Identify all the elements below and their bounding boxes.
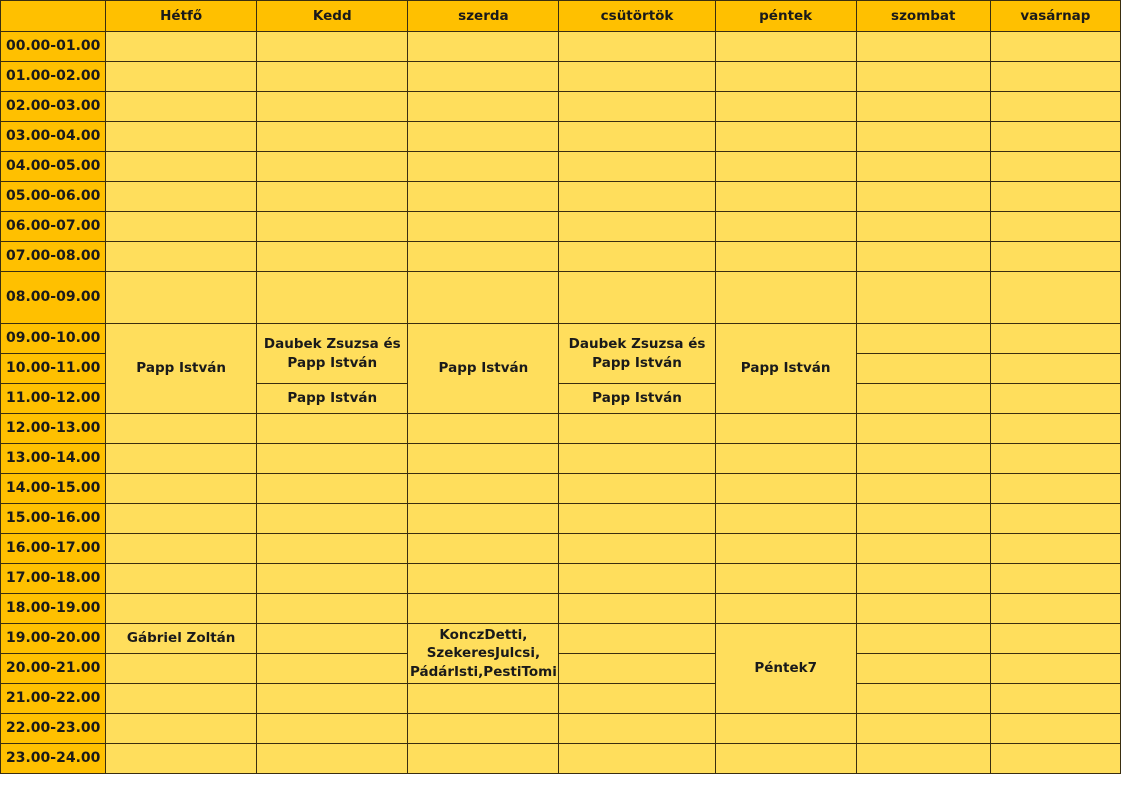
slot-cell xyxy=(856,414,990,444)
slot-cell xyxy=(257,594,408,624)
table-row xyxy=(1,122,1121,152)
slot-cell xyxy=(408,594,559,624)
time-slot-label: 12.00-13.00 xyxy=(1,414,106,444)
slot-cell xyxy=(990,122,1120,152)
corner-cell xyxy=(1,1,106,32)
slot-cell xyxy=(990,152,1120,182)
table-row xyxy=(1,324,1121,354)
slot-cell xyxy=(990,92,1120,122)
time-slot-label: 02.00-03.00 xyxy=(1,92,106,122)
header-row xyxy=(1,1,1121,32)
slot-cell xyxy=(856,654,990,684)
day-header-thursday: csütörtök xyxy=(559,1,715,32)
slot-cell xyxy=(106,242,257,272)
time-slot-label: 22.00-23.00 xyxy=(1,714,106,744)
slot-cell xyxy=(257,474,408,504)
slot-cell xyxy=(257,152,408,182)
slot-cell xyxy=(257,444,408,474)
slot-cell xyxy=(257,744,408,774)
slot-cell xyxy=(408,212,559,242)
day-header-saturday: szombat xyxy=(856,1,990,32)
event-cell-wednesday-morning: Papp István xyxy=(408,324,559,414)
slot-cell xyxy=(257,714,408,744)
slot-cell xyxy=(715,414,856,444)
table-row xyxy=(1,624,1121,654)
slot-cell xyxy=(257,242,408,272)
table-row xyxy=(1,414,1121,444)
slot-cell xyxy=(715,272,856,324)
slot-cell xyxy=(990,354,1120,384)
time-slot-label: 08.00-09.00 xyxy=(1,272,106,324)
slot-cell xyxy=(715,504,856,534)
time-slot-label: 00.00-01.00 xyxy=(1,32,106,62)
slot-cell xyxy=(559,744,715,774)
slot-cell xyxy=(990,654,1120,684)
time-slot-label: 15.00-16.00 xyxy=(1,504,106,534)
slot-cell xyxy=(559,212,715,242)
table-row xyxy=(1,32,1121,62)
event-cell-monday-morning: Papp István xyxy=(106,324,257,414)
slot-cell xyxy=(408,152,559,182)
time-slot-label: 04.00-05.00 xyxy=(1,152,106,182)
table-row xyxy=(1,152,1121,182)
slot-cell xyxy=(257,684,408,714)
slot-cell xyxy=(559,152,715,182)
slot-cell xyxy=(715,594,856,624)
table-row xyxy=(1,594,1121,624)
slot-cell xyxy=(990,212,1120,242)
slot-cell xyxy=(715,744,856,774)
time-slot-label: 16.00-17.00 xyxy=(1,534,106,564)
slot-cell xyxy=(990,564,1120,594)
slot-cell xyxy=(990,504,1120,534)
slot-cell xyxy=(990,182,1120,212)
slot-cell xyxy=(990,272,1120,324)
table-row xyxy=(1,242,1121,272)
slot-cell xyxy=(106,654,257,684)
slot-cell xyxy=(856,32,990,62)
slot-cell xyxy=(106,564,257,594)
time-slot-label: 13.00-14.00 xyxy=(1,444,106,474)
time-slot-label: 06.00-07.00 xyxy=(1,212,106,242)
slot-cell xyxy=(559,714,715,744)
slot-cell xyxy=(856,624,990,654)
slot-cell xyxy=(106,444,257,474)
slot-cell xyxy=(559,414,715,444)
slot-cell xyxy=(257,534,408,564)
slot-cell xyxy=(408,62,559,92)
slot-cell xyxy=(990,534,1120,564)
slot-cell xyxy=(856,122,990,152)
slot-cell xyxy=(257,654,408,684)
slot-cell xyxy=(408,32,559,62)
slot-cell xyxy=(715,62,856,92)
slot-cell xyxy=(257,92,408,122)
slot-cell xyxy=(990,444,1120,474)
table-row xyxy=(1,504,1121,534)
slot-cell xyxy=(856,62,990,92)
event-cell-friday-evening: Péntek7 xyxy=(715,624,856,714)
event-cell-tuesday-morning-shared: Daubek Zsuzsa és Papp István xyxy=(257,324,408,384)
slot-cell xyxy=(257,564,408,594)
table-row xyxy=(1,684,1121,714)
slot-cell xyxy=(715,92,856,122)
slot-cell xyxy=(106,504,257,534)
slot-cell xyxy=(856,152,990,182)
table-row xyxy=(1,714,1121,744)
slot-cell xyxy=(106,182,257,212)
slot-cell xyxy=(257,32,408,62)
slot-cell xyxy=(990,324,1120,354)
slot-cell xyxy=(106,474,257,504)
table-row xyxy=(1,654,1121,684)
event-cell-wednesday-evening: KonczDetti, SzekeresJulcsi, PádárIsti,PestiTomi xyxy=(408,624,559,684)
slot-cell xyxy=(856,272,990,324)
table-row xyxy=(1,272,1121,324)
slot-cell xyxy=(408,414,559,444)
slot-cell xyxy=(257,212,408,242)
slot-cell xyxy=(856,324,990,354)
slot-cell xyxy=(856,444,990,474)
slot-cell xyxy=(257,624,408,654)
slot-cell xyxy=(856,212,990,242)
time-slot-label: 14.00-15.00 xyxy=(1,474,106,504)
event-cell-thursday-morning-shared: Daubek Zsuzsa és Papp István xyxy=(559,324,715,384)
slot-cell xyxy=(408,564,559,594)
slot-cell xyxy=(408,504,559,534)
slot-cell xyxy=(559,594,715,624)
slot-cell xyxy=(856,242,990,272)
slot-cell xyxy=(559,534,715,564)
slot-cell xyxy=(106,534,257,564)
slot-cell xyxy=(715,212,856,242)
slot-cell xyxy=(856,534,990,564)
slot-cell xyxy=(257,272,408,324)
slot-cell xyxy=(559,684,715,714)
slot-cell xyxy=(715,714,856,744)
time-slot-label: 19.00-20.00 xyxy=(1,624,106,654)
slot-cell xyxy=(559,272,715,324)
slot-cell xyxy=(715,32,856,62)
event-cell-monday-evening: Gábriel Zoltán xyxy=(106,624,257,654)
slot-cell xyxy=(408,684,559,714)
time-slot-label: 11.00-12.00 xyxy=(1,384,106,414)
slot-cell xyxy=(106,92,257,122)
slot-cell xyxy=(715,564,856,594)
slot-cell xyxy=(559,62,715,92)
slot-cell xyxy=(257,414,408,444)
table-row xyxy=(1,92,1121,122)
slot-cell xyxy=(408,474,559,504)
slot-cell xyxy=(856,182,990,212)
slot-cell xyxy=(106,32,257,62)
slot-cell xyxy=(408,122,559,152)
slot-cell xyxy=(257,122,408,152)
table-row xyxy=(1,444,1121,474)
table-row xyxy=(1,182,1121,212)
table-row xyxy=(1,534,1121,564)
day-header-tuesday: Kedd xyxy=(257,1,408,32)
slot-cell xyxy=(559,624,715,654)
time-slot-label: 07.00-08.00 xyxy=(1,242,106,272)
slot-cell xyxy=(408,744,559,774)
event-cell-thursday-late-morning: Papp István xyxy=(559,384,715,414)
slot-cell xyxy=(106,122,257,152)
slot-cell xyxy=(856,684,990,714)
slot-cell xyxy=(990,32,1120,62)
slot-cell xyxy=(715,242,856,272)
slot-cell xyxy=(106,594,257,624)
slot-cell xyxy=(715,152,856,182)
table-row xyxy=(1,62,1121,92)
slot-cell xyxy=(106,152,257,182)
slot-cell xyxy=(106,62,257,92)
table-row xyxy=(1,212,1121,242)
time-slot-label: 17.00-18.00 xyxy=(1,564,106,594)
slot-cell xyxy=(990,474,1120,504)
slot-cell xyxy=(106,714,257,744)
slot-cell xyxy=(856,92,990,122)
slot-cell xyxy=(990,744,1120,774)
day-header-sunday: vasárnap xyxy=(990,1,1120,32)
slot-cell xyxy=(990,684,1120,714)
slot-cell xyxy=(715,534,856,564)
time-slot-label: 18.00-19.00 xyxy=(1,594,106,624)
slot-cell xyxy=(990,714,1120,744)
slot-cell xyxy=(559,182,715,212)
slot-cell xyxy=(559,474,715,504)
slot-cell xyxy=(559,504,715,534)
slot-cell xyxy=(408,714,559,744)
slot-cell xyxy=(856,504,990,534)
slot-cell xyxy=(408,182,559,212)
slot-cell xyxy=(106,212,257,242)
slot-cell xyxy=(715,444,856,474)
slot-cell xyxy=(990,384,1120,414)
slot-cell xyxy=(990,594,1120,624)
slot-cell xyxy=(856,714,990,744)
slot-cell xyxy=(856,744,990,774)
event-cell-friday-morning: Papp István xyxy=(715,324,856,414)
slot-cell xyxy=(257,504,408,534)
slot-cell xyxy=(990,242,1120,272)
slot-cell xyxy=(856,474,990,504)
slot-cell xyxy=(559,92,715,122)
slot-cell xyxy=(257,62,408,92)
time-slot-label: 23.00-24.00 xyxy=(1,744,106,774)
slot-cell xyxy=(856,594,990,624)
slot-cell xyxy=(990,62,1120,92)
slot-cell xyxy=(856,384,990,414)
slot-cell xyxy=(559,32,715,62)
slot-cell xyxy=(408,534,559,564)
slot-cell xyxy=(559,242,715,272)
slot-cell xyxy=(408,444,559,474)
slot-cell xyxy=(559,122,715,152)
time-slot-label: 09.00-10.00 xyxy=(1,324,106,354)
slot-cell xyxy=(106,744,257,774)
slot-cell xyxy=(990,624,1120,654)
table-row xyxy=(1,474,1121,504)
slot-cell xyxy=(106,414,257,444)
slot-cell xyxy=(715,122,856,152)
time-slot-label: 21.00-22.00 xyxy=(1,684,106,714)
slot-cell xyxy=(856,354,990,384)
slot-cell xyxy=(559,564,715,594)
slot-cell xyxy=(715,182,856,212)
time-slot-label: 03.00-04.00 xyxy=(1,122,106,152)
day-header-friday: péntek xyxy=(715,1,856,32)
time-slot-label: 01.00-02.00 xyxy=(1,62,106,92)
day-header-monday: Hétfő xyxy=(106,1,257,32)
slot-cell xyxy=(715,474,856,504)
day-header-wednesday: szerda xyxy=(408,1,559,32)
slot-cell xyxy=(408,272,559,324)
time-slot-label: 05.00-06.00 xyxy=(1,182,106,212)
slot-cell xyxy=(106,684,257,714)
slot-cell xyxy=(257,182,408,212)
event-cell-tuesday-late-morning: Papp István xyxy=(257,384,408,414)
slot-cell xyxy=(559,444,715,474)
slot-cell xyxy=(559,654,715,684)
time-slot-label: 10.00-11.00 xyxy=(1,354,106,384)
slot-cell xyxy=(408,92,559,122)
slot-cell xyxy=(106,272,257,324)
table-row xyxy=(1,744,1121,774)
slot-cell xyxy=(856,564,990,594)
slot-cell xyxy=(408,242,559,272)
table-row xyxy=(1,564,1121,594)
slot-cell xyxy=(990,414,1120,444)
time-slot-label: 20.00-21.00 xyxy=(1,654,106,684)
